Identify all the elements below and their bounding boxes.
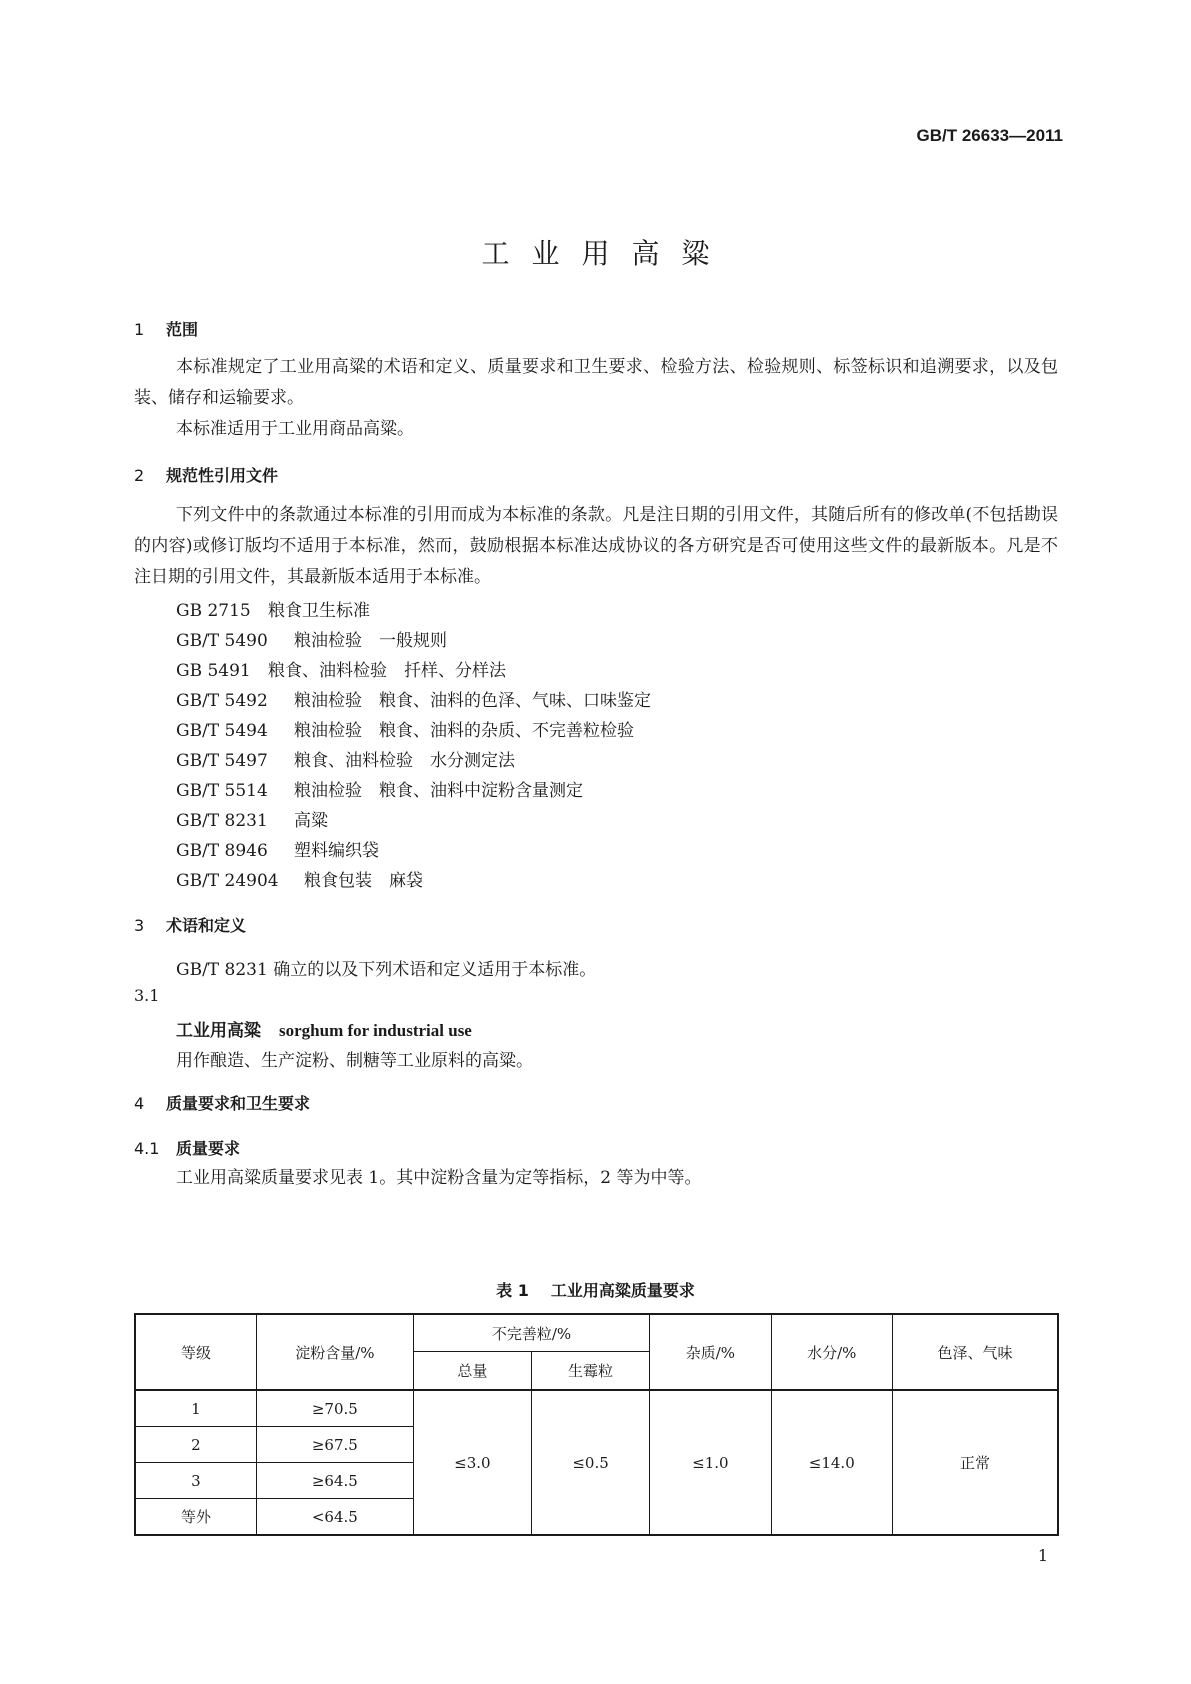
reference-item — [176, 656, 506, 681]
reference-title: 粮食、油料检验 水分测定法 — [294, 751, 515, 771]
reference-title: 粮油检验 粮食、油料中淀粉含量测定 — [294, 781, 583, 801]
section-2-title: 规范性引用文件 — [166, 466, 279, 485]
section-1-paragraph-2: 本标准适用于工业用商品高粱。 — [176, 419, 414, 439]
section-1-number: 1 — [134, 320, 145, 339]
term-heading — [176, 1016, 472, 1041]
header-imperfect-total: 总量 — [413, 1352, 531, 1391]
section-2-heading — [134, 463, 278, 486]
table-caption-title: 工业用高粱质量要求 — [550, 1281, 695, 1300]
section-1-title: 范围 — [166, 320, 199, 339]
reference-item — [176, 686, 651, 711]
cell-grade: 3 — [135, 1463, 256, 1499]
cell-imperfect-total: ≤3.0 — [413, 1390, 531, 1535]
reference-title: 高粱 — [294, 811, 328, 831]
table-caption-number: 表 1 — [496, 1281, 529, 1300]
reference-title: 塑料编织袋 — [294, 841, 379, 861]
reference-item — [176, 866, 423, 891]
cell-grade: 等外 — [135, 1499, 256, 1536]
document-title: 工业用高粱 — [481, 237, 732, 270]
table-row — [135, 1390, 1058, 1427]
cell-impurity: ≤1.0 — [650, 1390, 771, 1535]
reference-code: GB/T 5514 — [176, 781, 268, 801]
header-grade: 等级 — [135, 1314, 256, 1390]
term-definition: 用作酿造、生产淀粉、制糖等工业原料的高粱。 — [176, 1051, 533, 1071]
cell-grade: 2 — [135, 1427, 256, 1463]
reference-title: 粮食包装 麻袋 — [304, 871, 423, 891]
reference-code: GB 5491 — [176, 661, 251, 681]
reference-item — [176, 806, 328, 831]
cell-starch: <64.5 — [256, 1499, 413, 1536]
reference-title: 粮食、油料检验 扦样、分样法 — [268, 661, 506, 681]
header-moisture: 水分/% — [771, 1314, 892, 1390]
page-number: 1 — [1037, 1546, 1048, 1565]
cell-moisture: ≤14.0 — [771, 1390, 892, 1535]
standard-number: GB/T 26633—2011 — [916, 126, 1063, 145]
section-1-heading — [134, 317, 198, 340]
section-2-intro: 下列文件中的条款通过本标准的引用而成为本标准的条款。凡是注日期的引用文件，其随后所有的修改单(不包括勘误的内容)或修订版均不适用于本标准，然而，鼓励根据本标准达成协议的各方研究是否可使用这些文件的最新版本。凡是不注日期的引用文件，其最新版本适用于本标准。 — [134, 505, 1058, 587]
reference-code: GB/T 5494 — [176, 721, 268, 741]
reference-item — [176, 626, 447, 651]
subsection-4-1-title: 质量要求 — [176, 1139, 241, 1158]
cell-starch: ≥64.5 — [256, 1463, 413, 1499]
header-imperfect-kernels: 不完善粒/% — [413, 1314, 649, 1352]
subsection-4-1-number: 4.1 — [134, 1139, 160, 1158]
reference-item — [176, 836, 379, 861]
reference-code: GB/T 8946 — [176, 841, 268, 861]
reference-code: GB/T 5492 — [176, 691, 268, 711]
reference-item — [176, 716, 634, 741]
header-color-odor: 色泽、气味 — [892, 1314, 1058, 1390]
reference-title: 粮食卫生标准 — [268, 601, 370, 621]
subsection-4-1-heading — [134, 1136, 240, 1159]
section-3-heading — [134, 913, 246, 936]
cell-color-odor: 正常 — [892, 1390, 1058, 1535]
reference-item — [176, 596, 370, 621]
reference-code: GB 2715 — [176, 601, 251, 621]
header-starch: 淀粉含量/% — [256, 1314, 413, 1390]
reference-code: GB/T 5497 — [176, 751, 268, 771]
term-chinese: 工业用高粱 — [176, 1021, 261, 1041]
section-1-paragraph-1: 本标准规定了工业用高粱的术语和定义、质量要求和卫生要求、检验方法、检验规则、标签标识和追溯要求，以及包装、储存和运输要求。 — [134, 357, 1058, 408]
section-3-intro: GB/T 8231 确立的以及下列术语和定义适用于本标准。 — [176, 960, 597, 980]
cell-starch: ≥67.5 — [256, 1427, 413, 1463]
reference-code: GB/T 24904 — [176, 871, 279, 891]
section-4-number: 4 — [134, 1094, 145, 1113]
section-3-number: 3 — [134, 916, 145, 935]
header-impurity: 杂质/% — [650, 1314, 771, 1390]
section-3-title: 术语和定义 — [166, 916, 247, 935]
reference-item — [176, 746, 515, 771]
table-caption — [0, 1278, 1191, 1301]
quality-requirements-table — [134, 1313, 1059, 1536]
reference-title: 粮油检验 一般规则 — [294, 631, 447, 651]
cell-imperfect-mold: ≤0.5 — [531, 1390, 649, 1535]
reference-item — [176, 776, 583, 801]
section-2-number: 2 — [134, 466, 145, 485]
reference-code: GB/T 5490 — [176, 631, 268, 651]
cell-grade: 1 — [135, 1390, 256, 1427]
header-imperfect-mold: 生霉粒 — [531, 1352, 649, 1391]
reference-title: 粮油检验 粮食、油料的杂质、不完善粒检验 — [294, 721, 634, 741]
subsection-4-1-text: 工业用高粱质量要求见表 1。其中淀粉含量为定等指标，2 等为中等。 — [176, 1168, 702, 1188]
cell-starch: ≥70.5 — [256, 1390, 413, 1427]
section-4-heading — [134, 1091, 310, 1114]
section-4-title: 质量要求和卫生要求 — [166, 1094, 311, 1113]
reference-code: GB/T 8231 — [176, 811, 268, 831]
term-english: sorghum for industrial use — [279, 1021, 472, 1040]
reference-title: 粮油检验 粮食、油料的色泽、气味、口味鉴定 — [294, 691, 651, 711]
term-number: 3.1 — [134, 986, 160, 1005]
